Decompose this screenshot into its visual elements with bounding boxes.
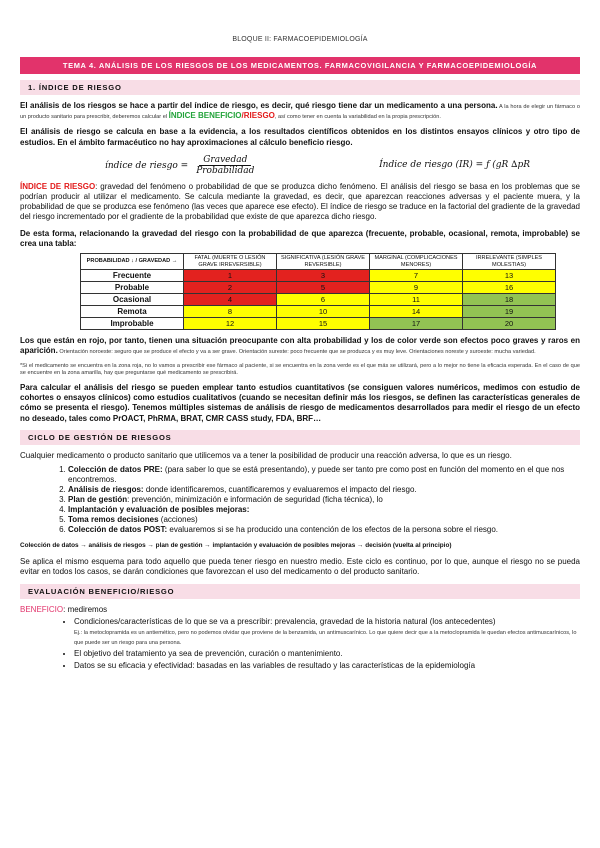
list-item: 5. Toma remos decisiones (acciones) [68, 515, 580, 525]
risk-cell: 4 [184, 294, 277, 306]
risk-cell: 14 [370, 306, 463, 318]
row-header: Ocasional [81, 294, 184, 306]
risk-cell: 2 [184, 282, 277, 294]
paragraph-studies: Para calcular el análisis del riesgo se pueden emplear tanto estudios cuantitativos (se consiguen valores numéricos, medimos con estudio de cohortes o ensayos clínicos) como estudios cualitativos (cuando se necesitan definir más los riesgos, se definen las características generales de cómo se presenta el riesgo). Tenemos múltiples sistemas de análisis de riesgo de medicamentos desarrollados para medir el riesgo de un efecto no deseado, tales como PrOACT, PhRMA, BRAT, CMR CASS study, FDA, BRF… [20, 383, 580, 423]
risk-cell: 9 [370, 282, 463, 294]
risk-cell: 19 [463, 306, 556, 318]
risk-cell: 12 [184, 318, 277, 330]
cycle-steps-list [20, 465, 580, 535]
paragraph-definition: ÍNDICE DE RIESGO: gravedad del fenómeno o probabilidad de que se produzca dicho fenómeno. El análisis del riesgo se basa en los problemas que se podrían producir al utilizar el medicamento. Se calcula mediante la gravedad, es decir, que aparezcan reacciones adversas y el paciente muera, y la probabilidad de que se produzca ese fenómeno (las veces que aparece ese efecto). El índice de riesgo se traduce en la factorial del gradiente de la gravedad del riesgo incrementado por el gradiente de la probabilidad que existe de que aparezca dicho riesgo. [20, 181, 580, 222]
table-corner-header: PROBABILIDAD ↓ / GRAVEDAD → [81, 254, 184, 270]
risk-cell: 13 [463, 270, 556, 282]
list-item: 2. Análisis de riesgos: donde identificaremos, cuantificaremos y evaluaremos el impacto del riesgo. [68, 485, 580, 495]
col-header-significativa: SIGNIFICATIVA (LESIÓN GRAVE REVERSIBLE) [277, 254, 370, 270]
col-header-irrelevante: IRRELEVANTE (SIMPLES MOLESTIAS) [463, 254, 556, 270]
paragraph-cycle-conclusion: Se aplica el mismo esquema para todo aquello que pueda tener riesgo en nuestro medio. Este ciclo es continuo, por lo que, aunque el riesgo no se pueda evitar en todos los casos, se darán condiciones que favorezcan el uso del medicamento o del producto sanitario. [20, 557, 580, 577]
paragraph-table-intro: De esta forma, relacionando la gravedad del riesgo con la probabilidad de que aparezca (frecuente, probable, ocasional, remota, improbable) se crea una tabla: [20, 228, 580, 248]
risk-cell: 6 [277, 294, 370, 306]
list-item: 1. Colección de datos PRE: (para saber lo que se está presentando), y puede ser tanto pre como post en función del momento en el que nos encontremos. [68, 465, 580, 485]
benefit-label-line: BENEFICIO: mediremos [20, 604, 108, 614]
benefit-bullets [20, 617, 580, 671]
table-row [81, 270, 556, 282]
col-header-fatal: FATAL (MUERTE O LESIÓN GRAVE IRREVERSIBLE) [184, 254, 277, 270]
risk-cell: 5 [277, 282, 370, 294]
risk-cell: 3 [277, 270, 370, 282]
table-row [81, 282, 556, 294]
risk-cell: 17 [370, 318, 463, 330]
formula-fraction: índice de riesgo = $\frac{\text{Gravedad}}{\text{Probabilidad}}$ [105, 154, 255, 176]
col-header-marginal: MARGINAL (COMPLICACIONES MENORES) [370, 254, 463, 270]
risk-cell: 15 [277, 318, 370, 330]
list-item: 4. Implantación y evaluación de posibles mejoras: [68, 505, 580, 515]
risk-cell: 1 [184, 270, 277, 282]
risk-cell: 7 [370, 270, 463, 282]
paragraph-intro: El análisis de los riesgos se hace a partir del índice de riesgo, es decir, qué riesgo tiene dar un medicamento a una persona. A la hora de elegir un fármaco o un producto sanitario para prescribir, deberemos calcular el ÍNDICE BENEFICIO/RIESGO, así como tener en cuenta la variabilidad en la propia prescripción. [20, 101, 580, 121]
topic-title: TEMA 4. ANÁLISIS DE LOS RIESGOS DE LOS MEDICAMENTOS. FARMACOVIGILANCIA Y FARMACOEPIDEMIOLOGÍA [20, 57, 580, 74]
list-item: 6. Colección de datos POST: evaluaremos si se ha producido una contención de los efectos de la persona sobre el riesgo. [68, 525, 580, 535]
risk-cell: 11 [370, 294, 463, 306]
risk-cell: 10 [277, 306, 370, 318]
document-page [20, 0, 580, 671]
page-header: BLOQUE II: FARMACOEPIDEMIOLOGÍA [232, 36, 368, 43]
paragraph-zone-note: *Si el medicamento se encuentra en la zona roja, no lo vamos a prescribir ese fármaco al paciente, si se encuentra en la zona verde es el que más se utilizará, pero a lo mejor no tiene la eficacia esperada. En el caso de que se encuentre en la zona amarilla, hay que preguntarse qué medicamento se prescribirá. [20, 362, 580, 376]
list-item: • El objetivo del tratamiento ya sea de prevención, curación o mantenimiento. [74, 649, 580, 659]
section-heading-evaluacion: EVALUACIÓN BENEFICIO/RIESGO [20, 584, 580, 599]
table-row [81, 306, 556, 318]
risk-cell: 16 [463, 282, 556, 294]
risk-cell: 20 [463, 318, 556, 330]
row-header: Improbable [81, 318, 184, 330]
risk-cell: 8 [184, 306, 277, 318]
risk-matrix-table [80, 253, 556, 330]
list-item: 3. Plan de gestión: prevención, minimización e información de seguridad (ficha técnica), lo [68, 495, 580, 505]
formula-function: Índice de riesgo (IR) = ƒ (gR ∆pR [379, 160, 530, 171]
list-item: • Datos se su eficacia y efectividad: basadas en las variables de resultado y las características de la epidemiología [74, 661, 580, 671]
paragraph-table-explanation: Los que están en rojo, por tanto, tienen una situación preocupante con alta probabilidad y los de color verde son efectos poco graves y raros en aparición. Orientación noroeste: seguro que se produce el efecto y va a ser grave. Orientación sureste: poco frecuente que se produzca y es muy leve. Orientaciones noreste y suroeste: mucha variedad. [20, 336, 580, 356]
row-header: Probable [81, 282, 184, 294]
table-row [81, 294, 556, 306]
risk-formulas [105, 155, 530, 176]
risk-cell: 18 [463, 294, 556, 306]
section-heading-indice: 1. ÍNDICE DE RIESGO [20, 80, 580, 95]
list-item: • Condiciones/características de lo que se va a prescribir: prevalencia, gravedad de la historia natural (los antecedentes) Ej.: la metoclopramida es un antiemético, pero no podemos olvidar que proviene de la benzamida, un antimuscarínico. Lo que quiere decir que a la metoclopramida le quedan efectos antimuscarínicos, lo que puede ser un riesgo para una persona. [74, 617, 580, 647]
paragraph-evidence: El análisis de riesgo se calcula en base a la evidencia, a los resultados científicos obtenidos en los distintos ensayos clínicos y otro tipo de estudios. En el ámbito farmacéutico no hay aproximaciones al cálculo beneficio riesgo. [20, 127, 580, 147]
paragraph-cycle-intro: Cualquier medicamento o producto sanitario que utilicemos va a tener la posibilidad de producir una reacción adversa, lo que es un riesgo. [20, 450, 512, 460]
row-header: Remota [81, 306, 184, 318]
cycle-summary-line: Colección de datos → análisis de riesgos → plan de gestión → implantación y evaluación de posibles mejoras → decisión (vuelta al principio) [20, 542, 452, 550]
row-header: Frecuente [81, 270, 184, 282]
table-row [81, 318, 556, 330]
section-heading-ciclo: CICLO DE GESTIÓN DE RIESGOS [20, 430, 580, 445]
